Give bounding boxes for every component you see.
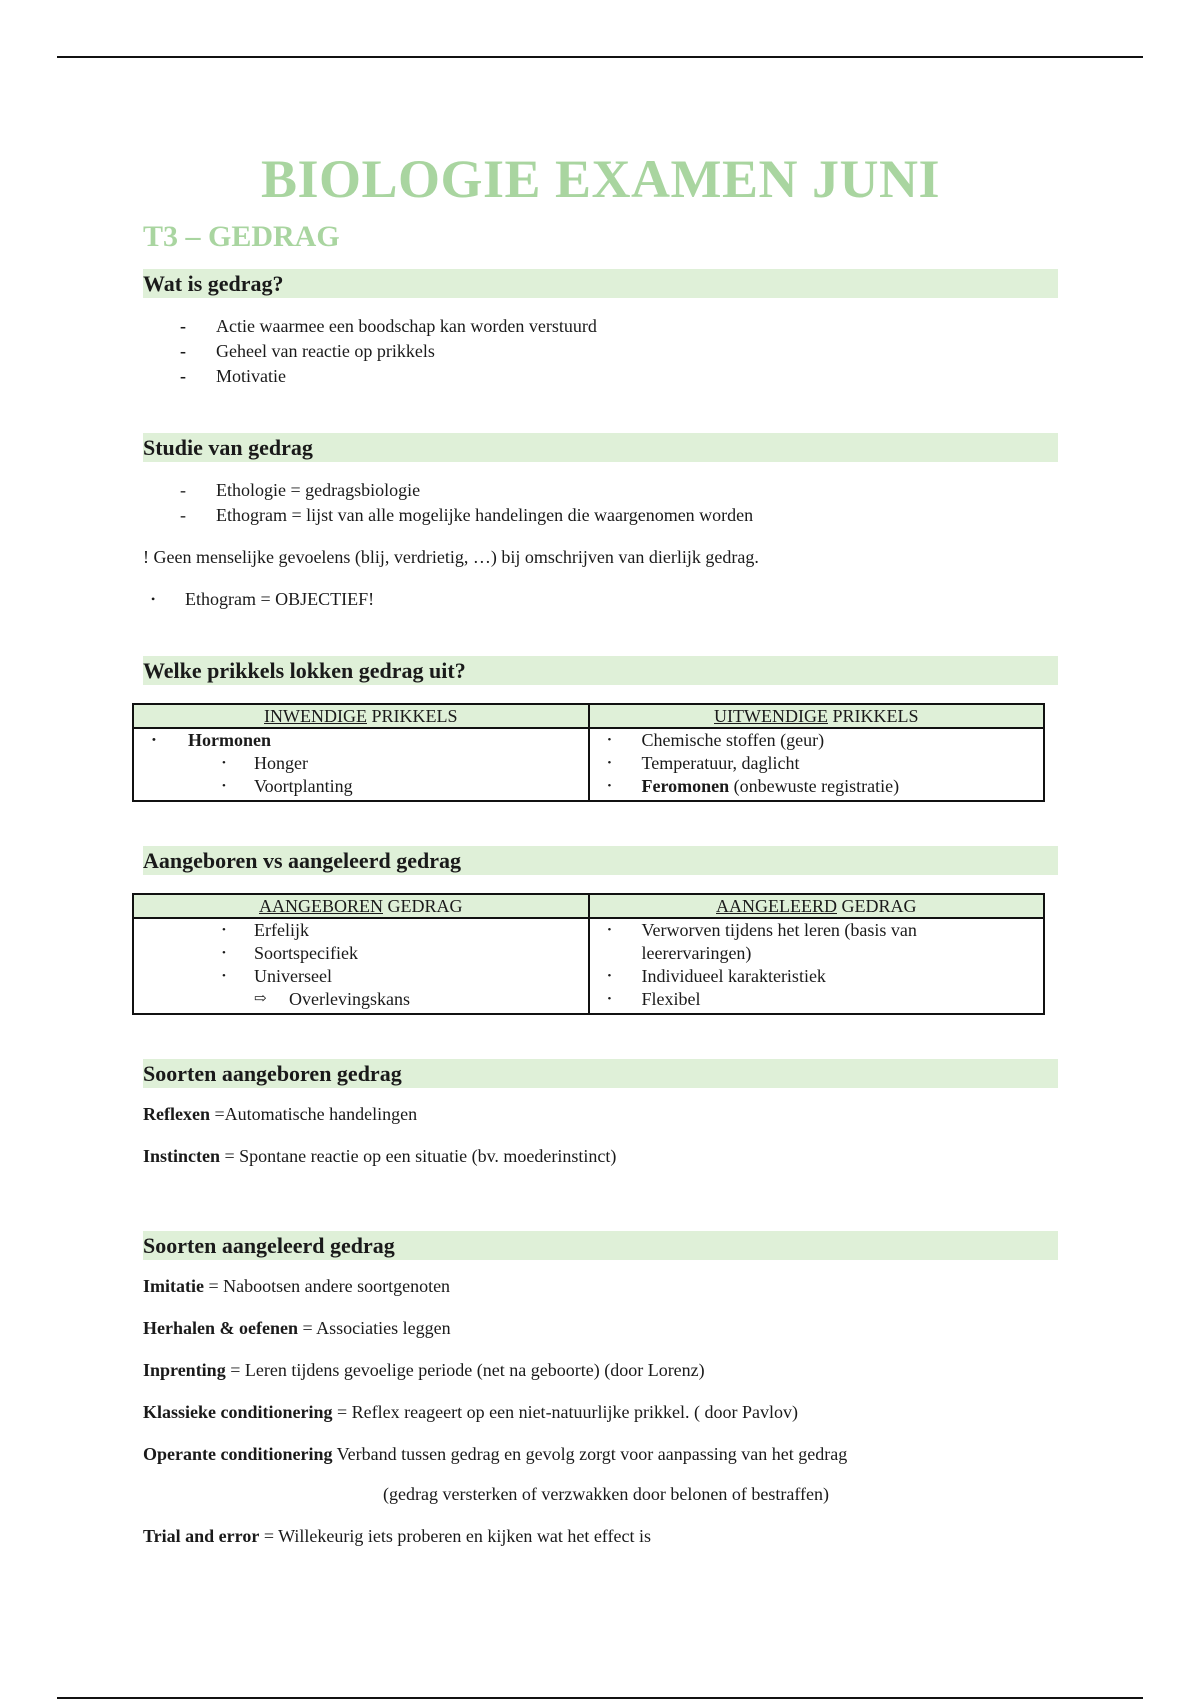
definition: Reflexen =Automatische handelingen [143, 1104, 418, 1124]
definition: Operante conditionering Verband tussen gedrag en gevolg zorgt voor aanpassing van het gedrag [143, 1444, 848, 1464]
list-item: • Honger [134, 752, 588, 775]
list-item: • Soortspecifiek [134, 942, 588, 965]
studie-list [143, 478, 1058, 528]
section-heading-aangeboren-soorten: Soorten aangeboren gedrag [143, 1059, 1058, 1088]
table-header-aangeleerd: AANGELEERD GEDRAG [589, 894, 1045, 918]
definition: Inprenting = Leren tijdens gevoelige periode (net na geboorte) (door Lorenz) [143, 1360, 705, 1380]
list-item: - Motivatie [143, 364, 1058, 389]
table-header-inwendig: INWENDIGE PRIKKELS [133, 704, 589, 728]
bottom-rule [57, 1697, 1143, 1699]
definition: Instincten = Spontane reactie op een situatie (bv. moederinstinct) [143, 1146, 617, 1166]
table-header-uitwendig: UITWENDIGE PRIKKELS [589, 704, 1045, 728]
gedrag-table [132, 893, 1045, 1015]
definition: Herhalen & oefenen = Associaties leggen [143, 1318, 451, 1338]
aangeboren-definitions [143, 1102, 1058, 1169]
table-cell-aangeboren [133, 918, 589, 1014]
list-item: • Voortplanting [134, 775, 588, 798]
prikkels-table [132, 703, 1045, 802]
definition: Trial and error = Willekeurig iets proberen en kijken wat het effect is [143, 1526, 651, 1546]
note-text: ! Geen menselijke gevoelens (blij, verdrietig, …) bij omschrijven van dierlijk gedrag. [143, 547, 759, 567]
definition: Klassieke conditionering = Reflex reageert op een niet-natuurlijke prikkel. ( door Pavlov) [143, 1402, 799, 1422]
list-item: - Geheel van reactie op prikkels [143, 339, 1058, 364]
list-item: • Verworven tijdens het leren (basis van leerervaringen) [590, 919, 1044, 965]
operant-note: (gedrag versterken of verzwakken door belonen of bestraffen) [383, 1484, 829, 1504]
table-cell-inwendig [133, 728, 589, 801]
list-item: - Actie waarmee een boodschap kan worden verstuurd [143, 314, 1058, 339]
list-item: - Ethologie = gedragsbiologie [143, 478, 1058, 503]
list-item: • Erfelijk [134, 919, 588, 942]
top-rule [57, 56, 1143, 58]
document-body [143, 140, 1058, 1549]
aangeleerd-definitions [143, 1274, 1058, 1549]
list-item: • Hormonen [134, 729, 588, 752]
table-cell-aangeleerd [589, 918, 1045, 1014]
list-item: • Temperatuur, daglicht [590, 752, 1044, 775]
list-item: • Flexibel [590, 988, 1044, 1011]
document-title: BIOLOGIE EXAMEN JUNI [260, 149, 941, 209]
list-item: ⇨ Overlevingskans [134, 988, 588, 1011]
section-heading-prikkels: Welke prikkels lokken gedrag uit? [143, 656, 1058, 685]
table-header-aangeboren: AANGEBOREN GEDRAG [133, 894, 589, 918]
definition: Imitatie = Nabootsen andere soortgenoten [143, 1276, 451, 1296]
list-item: • Chemische stoffen (geur) [590, 729, 1044, 752]
list-item: • Individueel karakteristiek [590, 965, 1044, 988]
list-item: • Feromonen (onbewuste registratie) [590, 775, 1044, 798]
list-item: • Universeel [134, 965, 588, 988]
ethogram-bullet: • Ethogram = OBJECTIEF! [143, 587, 1058, 612]
table-cell-uitwendig [589, 728, 1045, 801]
wat-is-gedrag-list [143, 314, 1058, 389]
section-heading-studie-van-gedrag: Studie van gedrag [143, 433, 1058, 462]
chapter-heading: T3 – GEDRAG [143, 220, 340, 253]
section-heading-aangeboren-vs-aangeleerd: Aangeboren vs aangeleerd gedrag [143, 846, 1058, 875]
section-heading-aangeleerd-soorten: Soorten aangeleerd gedrag [143, 1231, 1058, 1260]
list-item: - Ethogram = lijst van alle mogelijke handelingen die waargenomen worden [143, 503, 1058, 528]
section-heading-wat-is-gedrag: Wat is gedrag? [143, 269, 1058, 298]
